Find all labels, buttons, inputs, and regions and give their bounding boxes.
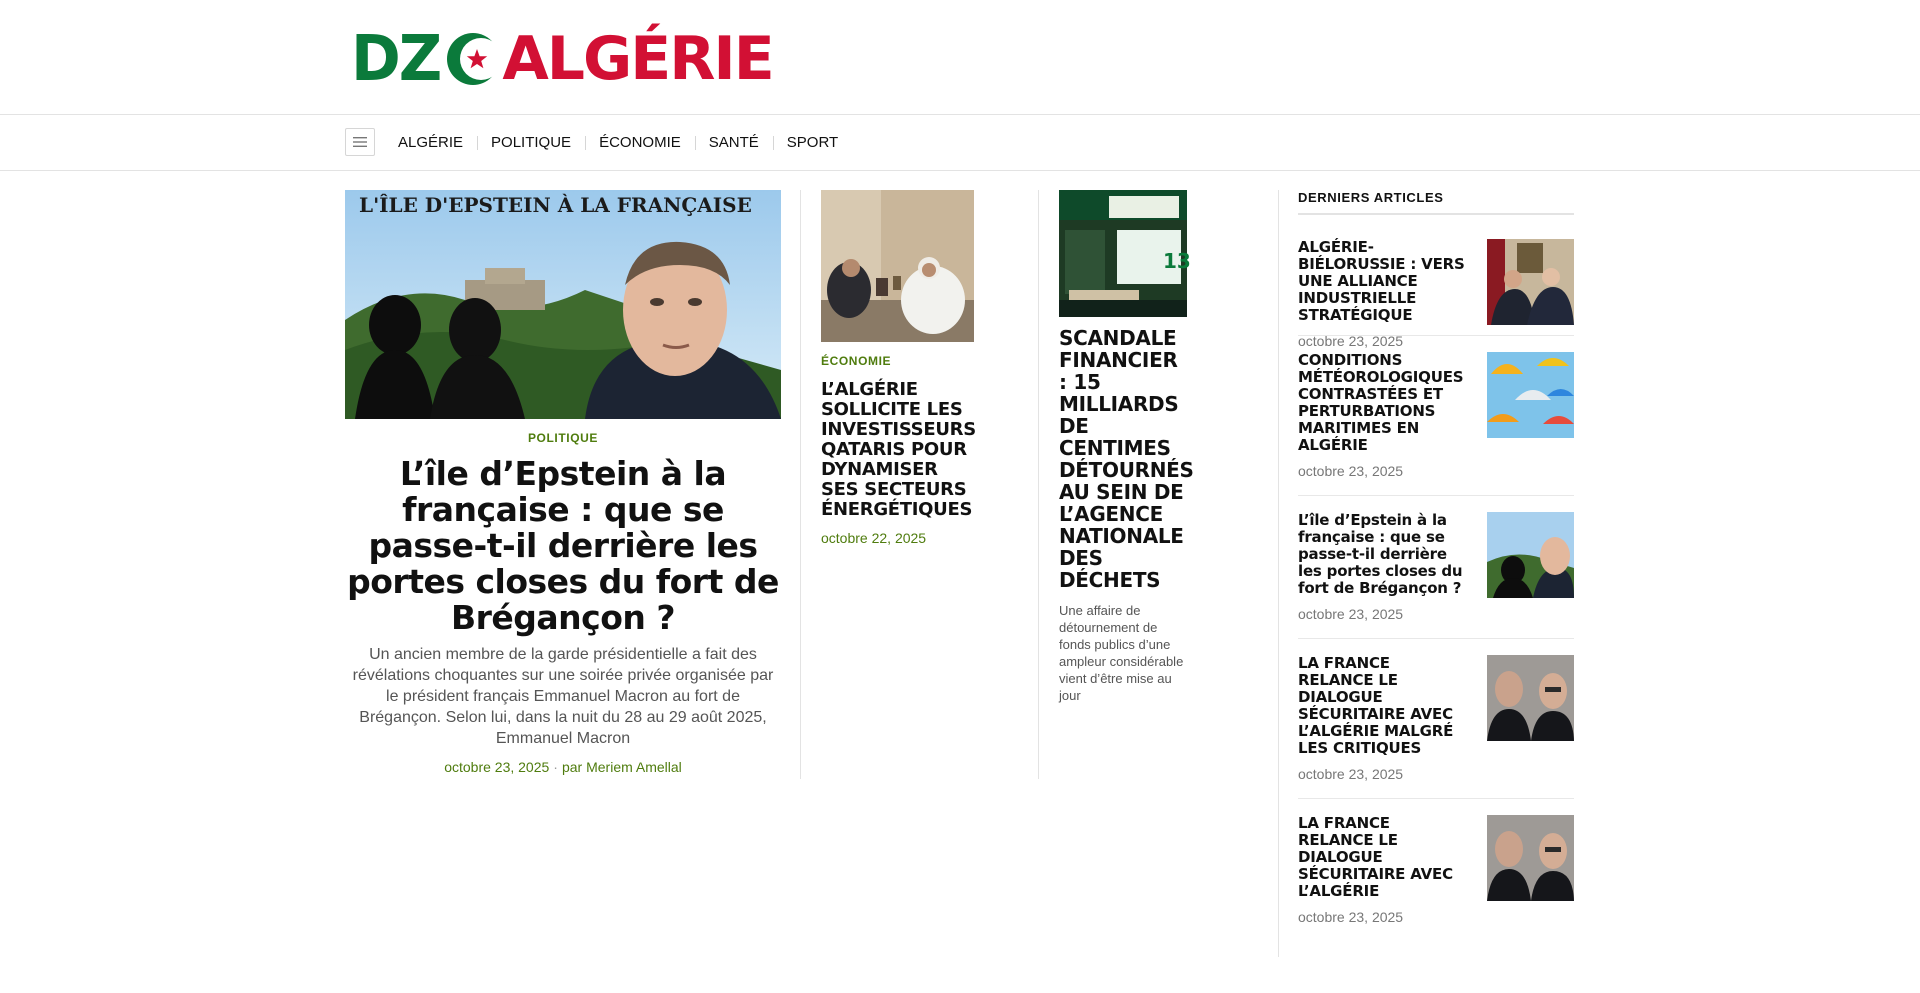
sidebar-article-thumbnail[interactable] (1487, 655, 1574, 741)
sidebar-article-title[interactable]: LA FRANCE RELANCE LE DIALOGUE SÉCURITAIRE AVEC L’ALGÉRIE MALGRÉ LES CRITIQUES (1298, 654, 1454, 757)
article-title[interactable]: L’ALGÉRIE SOLLICITE LES INVESTISSEURS QATARIS POUR DYNAMISER SES SECTEURS ÉNERGÉTIQUES (821, 379, 976, 520)
featured-article-date: octobre 23, 2025 (444, 759, 550, 775)
column-divider (800, 190, 801, 779)
sidebar-article-title[interactable]: LA FRANCE RELANCE LE DIALOGUE SÉCURITAIRE AVEC L’ALGÉRIE (1298, 814, 1453, 900)
nav-item-sante[interactable]: SANTÉ (695, 134, 773, 151)
featured-article-meta (345, 759, 781, 775)
featured-article (345, 190, 781, 775)
sidebar-article-date: octobre 23, 2025 (1298, 606, 1404, 622)
sidebar-article (1298, 215, 1574, 349)
article-card (821, 190, 974, 546)
sidebar-article-thumbnail[interactable] (1487, 815, 1574, 901)
article-title[interactable]: SCANDALE FINANCIER : 15 MILLIARDS DE CENTIMES DÉTOURNÉS AU SEIN DE L’AGENCE NATIONALE DES DÉCHETS (1059, 326, 1194, 592)
article-date: octobre 22, 2025 (821, 530, 927, 546)
logo-name: ALGÉRIE (502, 24, 773, 94)
meta-separator: · (553, 759, 558, 775)
article-card (1059, 190, 1194, 704)
featured-article-title[interactable]: L’île d’Epstein à la française : que se passe-t-il derrière les portes closes du fort de Brégançon ? (347, 454, 779, 637)
sidebar-article (1298, 799, 1574, 926)
logo-prefix: DZ (351, 22, 441, 96)
sidebar-article-title[interactable]: ALGÉRIE-BIÉLORUSSIE : VERS UNE ALLIANCE INDUSTRIELLE STRATÉGIQUE (1298, 238, 1465, 324)
column-divider (1278, 190, 1279, 957)
svg-text:13: 13 (1163, 249, 1191, 273)
article-category[interactable]: ÉCONOMIE (821, 354, 892, 368)
sidebar-article (1298, 336, 1574, 496)
featured-article-excerpt: Un ancien membre de la garde présidentielle a fait des révélations choquantes sur une soirée privée organisée par le président français Emmanuel Macron au fort de Brégançon. Selon lui, dans la nuit du 28 au 29 août 2025, Emmanuel Macron (352, 646, 774, 747)
sidebar-article-thumbnail[interactable] (1487, 239, 1574, 325)
column-divider (1038, 190, 1039, 779)
hamburger-menu-button[interactable] (345, 128, 375, 156)
sidebar-article-thumbnail[interactable] (1487, 352, 1574, 438)
sidebar-article-date: octobre 23, 2025 (1298, 333, 1404, 349)
sidebar-article-thumbnail[interactable] (1487, 512, 1574, 598)
article-excerpt: Une affaire de détournement de fonds publics d’une ampleur considérable vient d’être mise au jour (1059, 603, 1184, 703)
sidebar-article-date: octobre 23, 2025 (1298, 909, 1404, 925)
crescent-star-icon (444, 28, 502, 90)
featured-article-image[interactable] (345, 190, 781, 419)
sidebar-article (1298, 639, 1574, 799)
article-image[interactable] (1059, 190, 1191, 317)
sidebar-article-title[interactable]: CONDITIONS MÉTÉOROLOGIQUES CONTRASTÉES ET PERTURBATIONS MARITIMES EN ALGÉRIE (1298, 351, 1464, 454)
sidebar-article-title[interactable]: L’île d’Epstein à la française : que se passe-t-il derrière les portes closes du fort de Brégançon ? (1298, 511, 1463, 597)
nav-item-politique[interactable]: POLITIQUE (477, 134, 585, 151)
main-navigation (0, 115, 1920, 171)
sidebar-article-date: octobre 23, 2025 (1298, 463, 1404, 479)
featured-article-category[interactable]: POLITIQUE (527, 431, 599, 445)
sidebar-heading: DERNIERS ARTICLES (1298, 190, 1574, 215)
nav-item-economie[interactable]: ÉCONOMIE (585, 134, 695, 151)
nav-item-sport[interactable]: SPORT (773, 134, 852, 151)
featured-article-author[interactable]: par Meriem Amellal (561, 759, 682, 775)
site-logo[interactable] (351, 22, 773, 96)
nav-item-algerie[interactable]: ALGÉRIE (398, 134, 464, 151)
sidebar-article (1298, 496, 1574, 639)
sidebar-article-date: octobre 23, 2025 (1298, 766, 1404, 782)
nav-menu (388, 115, 852, 170)
featured-image-caption: L'ÎLE D'EPSTEIN À LA FRANÇAISE (359, 193, 752, 217)
hamburger-icon (353, 137, 367, 147)
article-image[interactable] (821, 190, 974, 342)
site-header (0, 0, 1920, 115)
latest-articles-sidebar (1298, 190, 1574, 926)
